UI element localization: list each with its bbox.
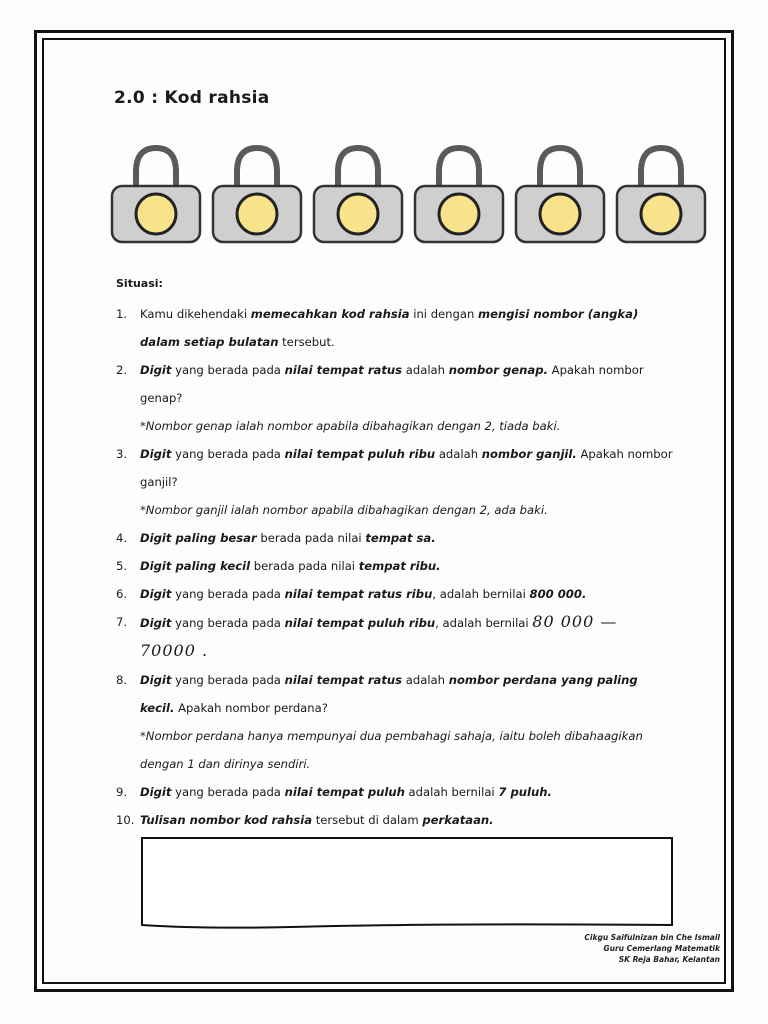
item-text: yang berada pada xyxy=(171,363,285,377)
item-number: 9. xyxy=(116,785,128,799)
item-emphasis: nombor genap. xyxy=(448,363,548,377)
item-emphasis: Digit paling besar xyxy=(140,531,257,545)
item-number: 2. xyxy=(116,363,128,377)
item-number: 5. xyxy=(116,559,128,573)
item-emphasis: Digit xyxy=(140,616,172,630)
item-text: Apakah nombor ganjil? xyxy=(140,447,673,489)
item-number: 10. xyxy=(116,813,135,827)
item-emphasis: tempat ribu. xyxy=(358,559,441,573)
item-number: 1. xyxy=(116,307,128,321)
padlock-icon xyxy=(108,142,204,246)
padlock-icon xyxy=(310,142,406,246)
item-text: adalah xyxy=(402,363,449,377)
item-text: yang berada pada xyxy=(171,785,285,799)
item-emphasis: nilai tempat ratus xyxy=(284,363,403,377)
item-emphasis: Digit xyxy=(140,587,172,601)
item-text: adalah bernilai xyxy=(404,785,499,799)
item-text: yang berada pada xyxy=(171,447,285,461)
list-item xyxy=(116,356,676,440)
item-emphasis: perkataan. xyxy=(422,813,494,827)
item-text: Kamu dikehendaki xyxy=(140,307,251,321)
item-emphasis: Digit xyxy=(140,363,172,377)
item-emphasis: nombor perdana yang paling kecil. xyxy=(140,673,638,715)
list-item xyxy=(116,778,676,806)
item-text: , adalah bernilai xyxy=(432,587,530,601)
item-text: Apakah nombor perdana? xyxy=(174,701,328,715)
item-emphasis: nombor ganjil. xyxy=(481,447,577,461)
item-emphasis: Digit xyxy=(140,785,172,799)
item-emphasis: Tulisan nombor kod rahsia xyxy=(140,813,313,827)
handwritten-answer: 80 000 — xyxy=(532,612,618,631)
list-item xyxy=(116,440,676,524)
author-credit xyxy=(584,932,720,965)
padlock-icon xyxy=(613,142,709,246)
list-item xyxy=(116,300,676,356)
list-item xyxy=(116,806,676,834)
item-emphasis: 800 000. xyxy=(529,587,587,601)
item-emphasis: nilai tempat puluh ribu xyxy=(284,616,436,630)
item-text: berada pada nilai xyxy=(256,531,366,545)
item-emphasis: nilai tempat puluh ribu xyxy=(284,447,436,461)
answer-box[interactable] xyxy=(141,837,673,929)
item-note: *Nombor perdana hanya mempunyai dua pembahagi sahaja, iaitu boleh dibahaagikan dengan 1 dan dirinya sendiri. xyxy=(140,729,643,771)
item-number: 3. xyxy=(116,447,128,461)
item-emphasis: nilai tempat ratus xyxy=(284,673,403,687)
item-emphasis: Digit paling kecil xyxy=(140,559,251,573)
item-emphasis: memecahkan kod rahsia xyxy=(250,307,410,321)
item-text: ini dengan xyxy=(409,307,479,321)
instruction-list xyxy=(116,300,676,834)
item-number: 6. xyxy=(116,587,128,601)
item-emphasis: 7 puluh. xyxy=(498,785,552,799)
padlock-icon xyxy=(512,142,608,246)
item-emphasis: tempat sa. xyxy=(365,531,436,545)
item-text: yang berada pada xyxy=(171,587,285,601)
item-text: berada pada nilai xyxy=(250,559,359,573)
item-text: tersebut di dalam xyxy=(312,813,423,827)
padlock-icon xyxy=(209,142,305,246)
list-item xyxy=(116,608,676,666)
handwritten-answer: 70000 . xyxy=(140,641,209,660)
answer-box-outline xyxy=(141,837,673,929)
item-number: 8. xyxy=(116,673,128,687)
item-number: 4. xyxy=(116,531,128,545)
credit-line: Guru Cemerlang Matematik xyxy=(603,944,720,953)
list-item xyxy=(116,580,676,608)
item-note: *Nombor genap ialah nombor apabila dibahagikan dengan 2, tiada baki. xyxy=(140,419,561,433)
credit-line: SK Reja Bahar, Kelantan xyxy=(618,955,720,964)
item-text: , adalah bernilai xyxy=(435,616,533,630)
credit-line: Cikgu Saifulnizan bin Che Ismail xyxy=(584,933,720,942)
list-item xyxy=(116,524,676,552)
item-note: *Nombor ganjil ialah nombor apabila dibahagikan dengan 2, ada baki. xyxy=(140,503,548,517)
item-text: adalah xyxy=(435,447,482,461)
item-text: yang berada pada xyxy=(171,616,285,630)
section-title: 2.0 : Kod rahsia xyxy=(114,88,270,108)
item-emphasis: nilai tempat ratus ribu xyxy=(284,587,433,601)
list-item xyxy=(116,552,676,580)
item-emphasis: Digit xyxy=(140,673,172,687)
item-text: yang berada pada xyxy=(171,673,285,687)
item-emphasis: mengisi nombor (angka) dalam setiap bulatan xyxy=(140,307,639,349)
item-text: tersebut. xyxy=(278,335,335,349)
item-number: 7. xyxy=(116,615,128,629)
item-text: adalah xyxy=(402,673,449,687)
item-emphasis: nilai tempat puluh xyxy=(284,785,405,799)
padlock-row xyxy=(108,142,710,248)
padlock-icon xyxy=(411,142,507,246)
list-item xyxy=(116,666,676,778)
item-emphasis: Digit xyxy=(140,447,172,461)
item-text: Apakah nombor genap? xyxy=(140,363,644,405)
situation-label: Situasi: xyxy=(116,277,163,290)
